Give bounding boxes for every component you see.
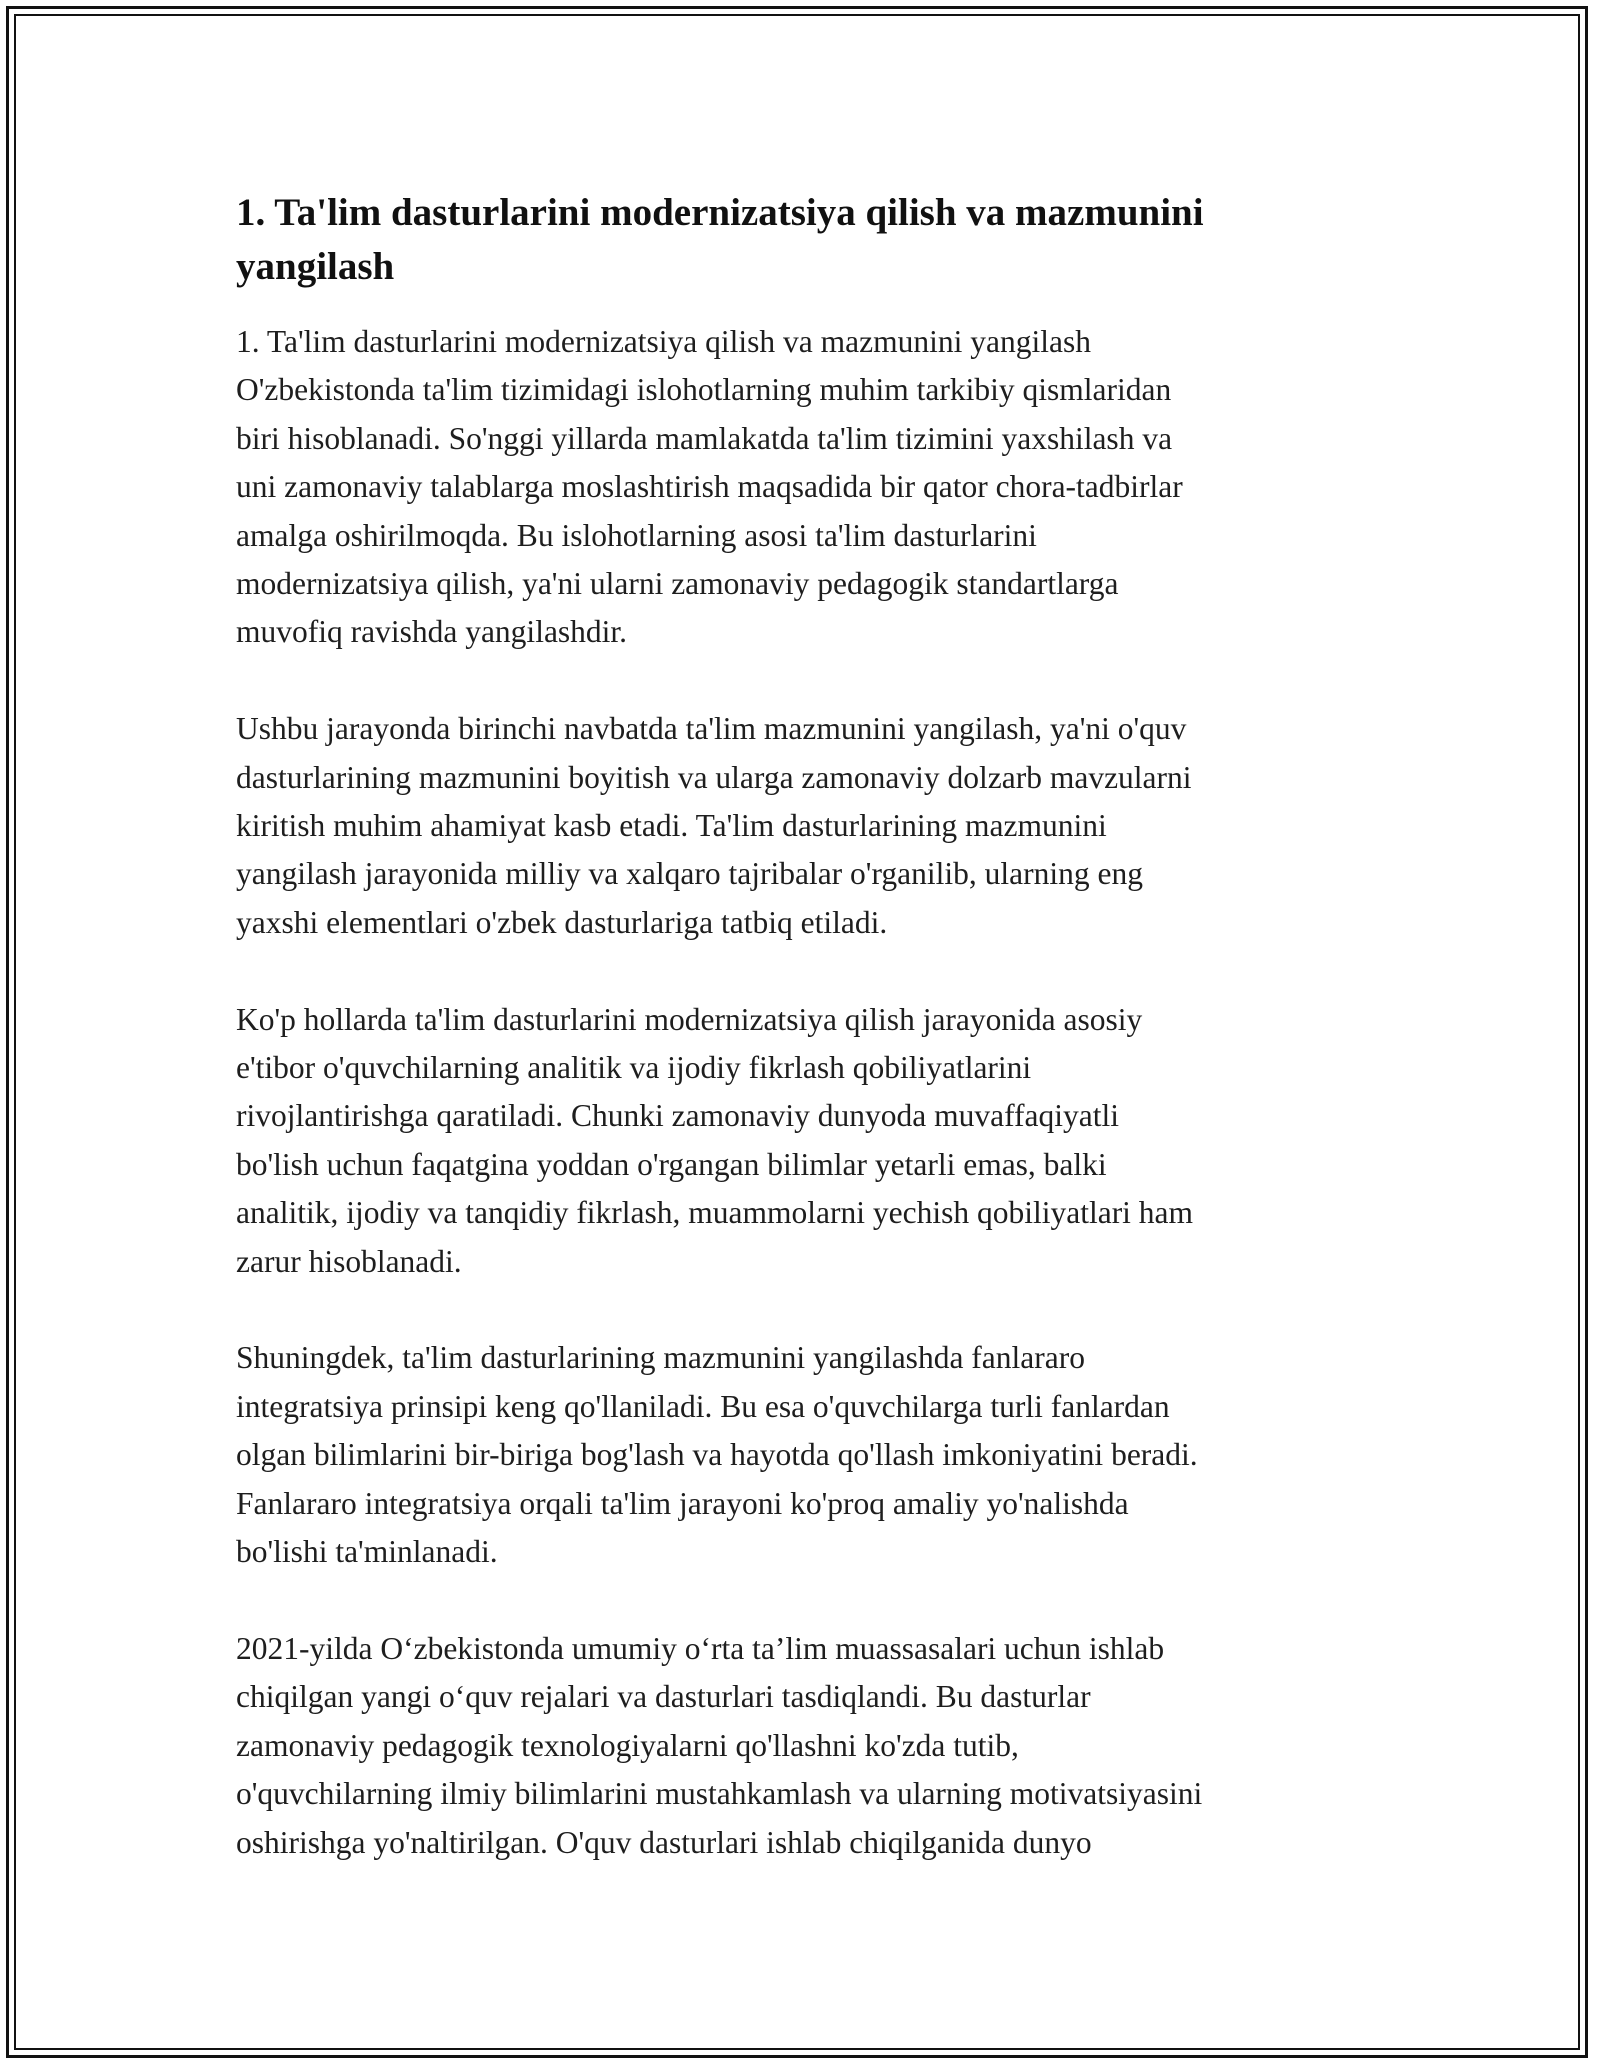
text-line: e'tibor o'quvchilarning analitik va ijodiy fikrlash qobiliyatlarini — [236, 1050, 1032, 1086]
text-line: zamonaviy pedagogik texnologiyalarni qo'llashni ko'zda tutib, — [236, 1727, 1019, 1763]
text-line: O'zbekistonda ta'lim tizimidagi islohotlarning muhim tarkibiy qismlaridan — [236, 372, 1172, 408]
paragraph-4 — [236, 1334, 1366, 1576]
text-line: amalga oshirilmoqda. Bu islohotlarning asosi ta'lim dasturlarini — [236, 517, 1037, 553]
text-line: Ushbu jarayonda birinchi navbatda ta'lim mazmunini yangilash, ya'ni o'quv — [236, 711, 1187, 747]
text-line: chiqilgan yangi o‘quv rejalari va dasturlari tasdiqlandi. Bu dasturlar — [236, 1679, 1091, 1715]
text-line: 2021-yilda O‘zbekistonda umumiy o‘rta ta’lim muassasalari uchun ishlab — [236, 1630, 1165, 1666]
text-line: yangilash jarayonida milliy va xalqaro tajribalar o'rganilib, ularning eng — [236, 856, 1143, 892]
text-line: rivojlantirishga qaratiladi. Chunki zamonaviy dunyoda muvaffaqiyatli — [236, 1098, 1119, 1134]
text-line: integratsiya prinsipi keng qo'llaniladi. Bu esa o'quvchilarga turli fanlardan — [236, 1388, 1170, 1424]
text-line: 1. Ta'lim dasturlarini modernizatsiya qilish va mazmunini yangilash — [236, 324, 1091, 359]
text-line: Shuningdek, ta'lim dasturlarining mazmunini yangilashda fanlararo — [236, 1340, 1085, 1376]
document-heading — [236, 186, 1366, 294]
text-line: biri hisoblanadi. So'nggi yillarda mamlakatda ta'lim tizimini yaxshilash va — [236, 420, 1173, 456]
paragraph-1 — [236, 318, 1366, 657]
text-line: dasturlarining mazmunini boyitish va ularga zamonaviy dolzarb mavzularni — [236, 759, 1192, 795]
text-line: yaxshi elementlari o'zbek dasturlariga tatbiq etiladi. — [236, 904, 888, 940]
text-line: Fanlararo integratsiya orqali ta'lim jarayoni ko'proq amaliy yo'nalishda — [236, 1485, 1129, 1521]
text-line: oshirishga yo'naltirilgan. O'quv dasturlari ishlab chiqilganida dunyo — [236, 1824, 1092, 1860]
text-line: bo'lishi ta'minlanadi. — [236, 1534, 498, 1570]
text-line: analitik, ijodiy va tanqidiy fikrlash, muammolarni yechish qobiliyatlari ham — [236, 1195, 1194, 1231]
paragraph-5 — [236, 1625, 1366, 1867]
text-line: muvofiq ravishda yangilashdir. — [236, 614, 628, 650]
text-line: uni zamonaviy talablarga moslashtirish maqsadida bir qator chora-tadbirlar — [236, 469, 1183, 505]
paragraph-3 — [236, 996, 1366, 1286]
text-line: modernizatsiya qilish, ya'ni ularni zamonaviy pedagogik standartlarga — [236, 566, 1119, 602]
text-line: kiritish muhim ahamiyat kasb etadi. Ta'lim dasturlarining mazmunini — [236, 808, 1107, 844]
text-line: Ko'p hollarda ta'lim dasturlarini modernizatsiya qilish jarayonida asosiy — [236, 1001, 1143, 1037]
text-line: bo'lish uchun faqatgina yoddan o'rgangan bilimlar yetarli emas, balki — [236, 1146, 1107, 1182]
text-line: o'quvchilarning ilmiy bilimlarini mustahkamlash va ularning motivatsiyasini — [236, 1776, 1203, 1812]
text-line: zarur hisoblanadi. — [236, 1243, 462, 1279]
document-body — [236, 186, 1366, 1915]
heading-line: 1. Ta'lim dasturlarini modernizatsiya qilish va mazmunini — [236, 191, 1204, 234]
paragraph-2 — [236, 705, 1366, 947]
text-line: olgan bilimlarini bir-biriga bog'lash va hayotda qo'llash imkoniyatini beradi. — [236, 1437, 1198, 1473]
heading-line: yangilash — [236, 245, 395, 288]
